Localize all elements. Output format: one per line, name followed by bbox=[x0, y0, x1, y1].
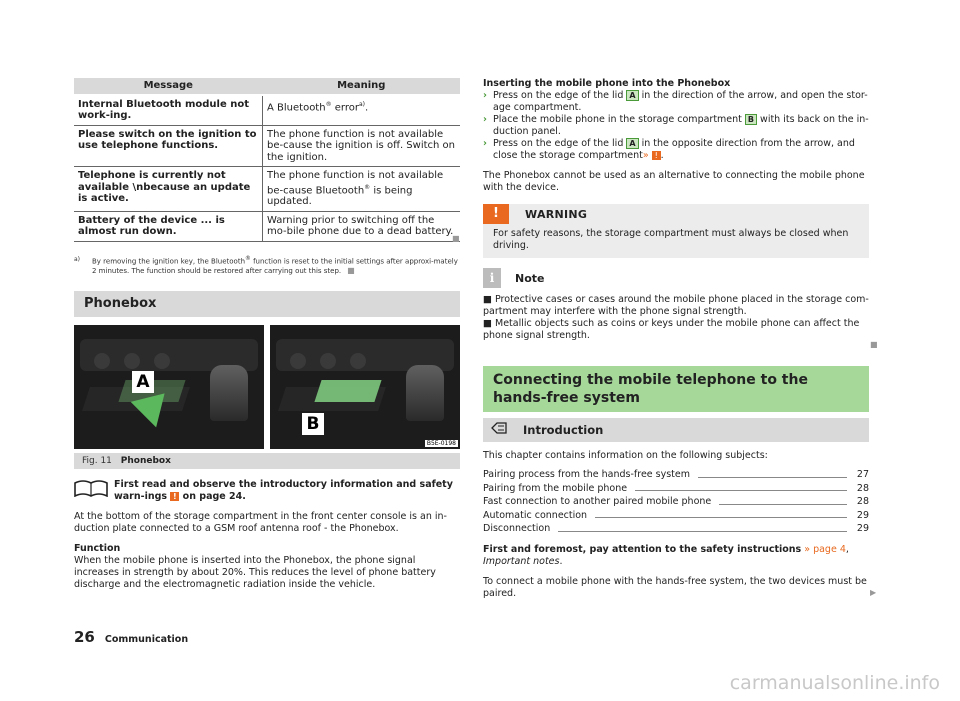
toc-item[interactable]: Pairing process from the hands-free system 27 bbox=[483, 469, 869, 480]
footnote bbox=[74, 255, 460, 276]
table-row bbox=[74, 211, 460, 241]
table-cell-message: Please switch on the ignition to use telephone functions. bbox=[74, 125, 263, 167]
warning-title: WARNING bbox=[525, 207, 588, 221]
table-row bbox=[74, 125, 460, 167]
note-body bbox=[483, 294, 869, 342]
table-cell-message: Telephone is currently not available \nbecause an update is active. bbox=[74, 167, 263, 212]
step-2: › Place the mobile phone in the storage compartment B with its back on the in-duction panel. bbox=[483, 114, 869, 137]
table-header-message: Message bbox=[74, 78, 263, 95]
intro-text: This chapter contains information on the following subjects: bbox=[483, 450, 768, 461]
figure-number: Fig. 11 bbox=[82, 456, 112, 467]
warning-icon: ! bbox=[483, 204, 509, 224]
right-column bbox=[483, 78, 869, 600]
inserting-heading: Inserting the mobile phone into the Phonebox bbox=[483, 78, 731, 89]
end-mark-icon: ■ bbox=[452, 234, 460, 243]
gear-shift-image bbox=[406, 365, 444, 421]
info-icon: i bbox=[483, 268, 501, 288]
footnote-text: By removing the ignition key, the Bluetooth® function is reset to the initial settings after approxi-mately 2 minutes. The function should be restored after carrying out this step. ■ bbox=[92, 255, 458, 276]
footnote-mark: a) bbox=[74, 255, 81, 263]
table-cell-message: Battery of the device ... is almost run down. bbox=[74, 211, 263, 241]
book-icon bbox=[74, 479, 114, 503]
label-b: B bbox=[302, 413, 324, 435]
photo-b bbox=[270, 325, 460, 449]
safety-instructions: First and foremost, pay attention to the safety instructions » page 4, Important notes. bbox=[483, 543, 849, 567]
figure-caption bbox=[74, 453, 460, 469]
chevron-right-icon: › bbox=[483, 114, 487, 125]
footnote-ref[interactable]: a) bbox=[358, 100, 365, 108]
introduction-bar bbox=[483, 418, 869, 442]
table-cell-meaning: The phone function is not available be-cause Bluetooth® is being updated. bbox=[263, 167, 461, 212]
pairing-paragraph: To connect a mobile phone with the hands-free system, the two devices must be paired. bbox=[483, 575, 867, 599]
image-code: B5E-0198 bbox=[426, 440, 456, 448]
table-cell-meaning: The phone function is not available be-cause the ignition is off. Switch on the ignition. bbox=[263, 125, 461, 167]
photo-a bbox=[74, 325, 264, 449]
page-footer bbox=[74, 628, 188, 646]
chapter-title: Connecting the mobile telephone to the hands-free system bbox=[483, 366, 869, 412]
warning-link[interactable]: » bbox=[642, 150, 649, 161]
label-a: A bbox=[132, 371, 154, 393]
watermark: carmanualsonline.info bbox=[729, 672, 940, 694]
message-table bbox=[74, 78, 460, 242]
table-header-meaning: Meaning bbox=[263, 78, 461, 95]
pencil-pad-icon bbox=[491, 418, 509, 442]
gear-shift-image bbox=[210, 365, 248, 421]
table-row bbox=[74, 95, 460, 126]
function-paragraph: Function When the mobile phone is inserted into the Phonebox, the phone signal increases in strength by about 20%. This reduces the level of phone battery discharge and the electromagnetic radiation inside the vehicle. bbox=[74, 543, 436, 591]
table-cell-meaning: A Bluetooth® error$^{a)}$. bbox=[263, 95, 461, 126]
note-title: Note bbox=[515, 271, 545, 285]
read-first-note bbox=[74, 479, 460, 503]
phonebox-description: At the bottom of the storage compartment in the front center console is an in-duction plate connected to a GSM roof antenna roof - the Phonebox. bbox=[74, 511, 447, 535]
warning-icon: ! bbox=[652, 151, 661, 160]
introduction-title: Introduction bbox=[523, 423, 604, 437]
note-item: ■ Protective cases or cases around the mobile phone placed in the storage com-partment may interfere with the phone signal strength. bbox=[483, 294, 869, 317]
warning-box bbox=[483, 204, 869, 258]
toc-list bbox=[483, 468, 869, 536]
chapter-name: Communication bbox=[104, 634, 189, 645]
end-mark-icon: ■ bbox=[347, 266, 355, 276]
label-a-ref: A bbox=[626, 90, 638, 101]
read-first-text: First read and observe the introductory information and safety warn-ings ! on page 24. bbox=[114, 479, 453, 503]
function-heading: Function bbox=[74, 543, 121, 555]
step-3: › Press on the edge of the lid A in the opposite direction from the arrow, and close the storage compartment» ! . bbox=[483, 138, 855, 161]
chevron-right-icon: › bbox=[483, 90, 487, 101]
table-cell-message: Internal Bluetooth module not work-ing. bbox=[74, 95, 263, 126]
label-a-ref: A bbox=[626, 138, 638, 149]
table-cell-meaning: Warning prior to switching off the mo-bile phone due to a dead battery. bbox=[263, 211, 461, 241]
figure-phonebox bbox=[74, 325, 460, 449]
page-number: 26 bbox=[74, 628, 95, 646]
end-mark-icon: ■ bbox=[870, 340, 878, 349]
phonebox-note-paragraph: The Phonebox cannot be used as an alternative to connecting the mobile phone with the device. bbox=[483, 170, 865, 193]
warning-text: For safety reasons, the storage compartment must always be closed when driving. bbox=[493, 228, 849, 251]
page-link[interactable]: on page 24. bbox=[179, 491, 246, 503]
page-link[interactable]: » page 4 bbox=[801, 543, 846, 555]
step-1: › Press on the edge of the lid A in the direction of the arrow, and open the stor-age compartment. bbox=[483, 90, 868, 113]
toc-item[interactable]: Fast connection to another paired mobile phone 28 bbox=[483, 496, 869, 507]
note-header bbox=[483, 268, 869, 288]
left-column bbox=[74, 78, 460, 591]
table-row bbox=[74, 167, 460, 212]
section-title-phonebox: Phonebox bbox=[74, 291, 460, 317]
continue-arrow-icon: ▶ bbox=[870, 588, 877, 597]
label-b-ref: B bbox=[745, 114, 757, 125]
toc-item[interactable]: Automatic connection 29 bbox=[483, 509, 869, 521]
figure-title: Phonebox bbox=[120, 456, 171, 467]
toc-item[interactable]: Disconnection 29 bbox=[483, 523, 869, 534]
toc-item[interactable]: Pairing from the mobile phone 28 bbox=[483, 482, 869, 494]
chevron-right-icon: › bbox=[483, 138, 487, 149]
note-item: ■ Metallic objects such as coins or keys under the mobile phone can affect the phone signal strength. bbox=[483, 318, 860, 341]
warning-icon: ! bbox=[170, 492, 179, 501]
